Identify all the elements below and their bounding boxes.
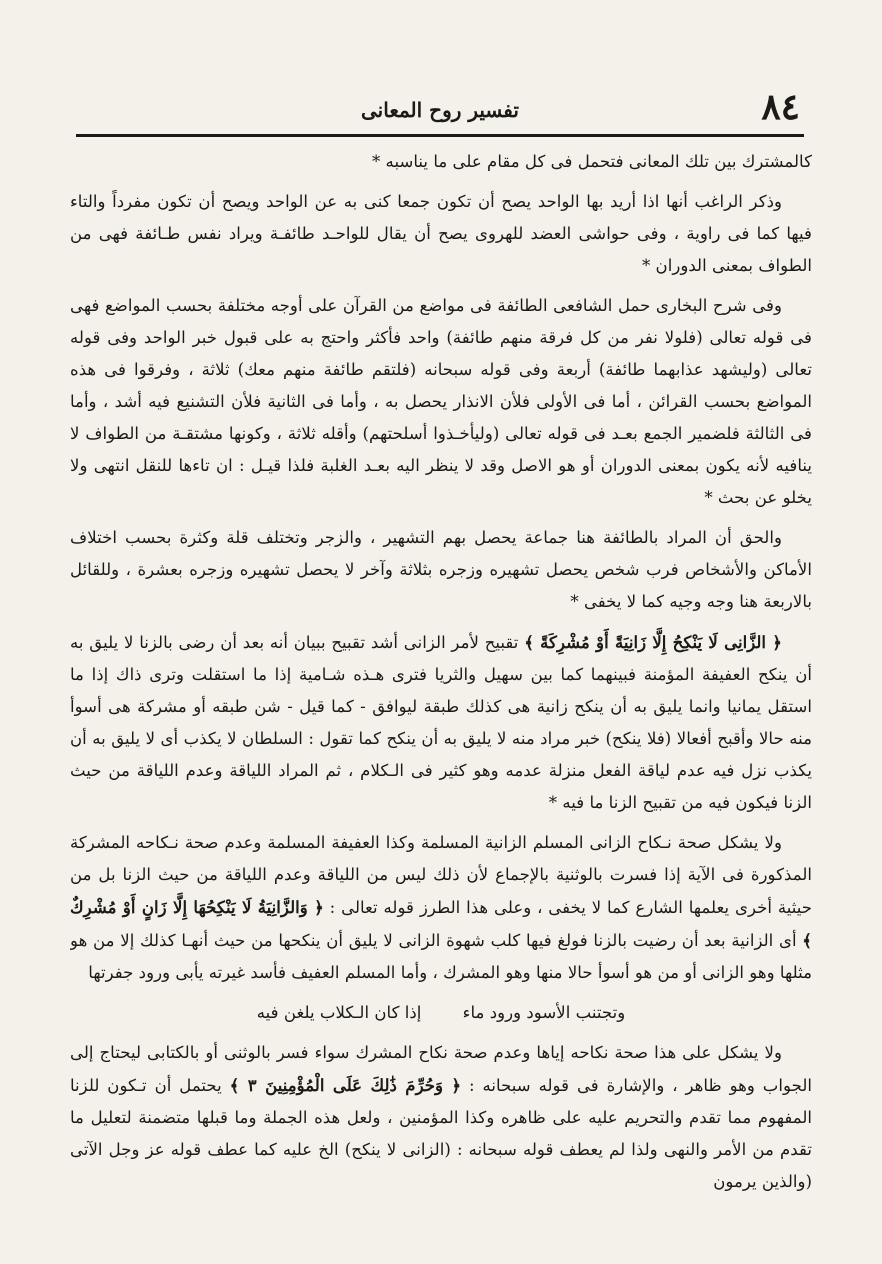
quran-verse: ﴿ الزَّانِى لَا يَنْكِحُ إِلَّا زَانِيَةً أَوْ مُشْرِكَةً ﴾ — [524, 632, 783, 652]
paragraph — [70, 290, 812, 514]
paragraph-text: كالمشترك بين تلك المعانى فتحمل فى كل مقام على ما يناسبه * — [371, 152, 812, 171]
paragraph-text: تقبيح لأمر الزانى أشد تقبيح ببيان أنه بعد أن رضى بالزنا لا يليق به أن ينكح العفيفة المؤمنة فبينهما كما بين سهيل والثريا فترى هـذه شـامية إذا ما استقلت وترى ذاك إذا ما استقل يمانيا وانما يليق به أن ينكح زانية هى كذلك طبقة ليوافق - كما قيل - شن طبقه أو مشركة هى أسوأ منه حالا وأقبح أفعالا (فلا ينكح) خبر مراد منه لا يليق به أن ينكح كما تقول : السلطان لا يكذب أى لا يليق به أن يكذب نزل فيه عدم لياقة الفعل منزلة عدمه وهو كثير فى الـكلام ، ثم المراد اللياقة وعدم اللياقة من حيث الزنا فيكون فيه من تقبيح الزنا ما فيه * — [70, 633, 812, 812]
running-title: تفسير روح المعانى — [361, 98, 519, 122]
page-header — [76, 80, 804, 137]
poem-hemistich-second: إذا كان الـكلاب يلغن فيه — [256, 1003, 422, 1022]
quran-verse: ﴿ وَالزَّانِيَةُ لَا يَنْكِحُهَا إِلَّا زَانٍ أَوْ مُشْرِكٌ ﴾ — [70, 897, 812, 950]
paragraph-text: وفى شرح البخارى حمل الشافعى الطائفة فى مواضع من القرآن على أوجه مختلفة بحسب المواضع فهى فى قوله تعالى (فلولا نفر من كل فرقة منهم طائفة) واحد فأكثر واحتج به على قبول خبر الواحد وفى قوله تعالى (وليشهد عذابهما طائفة) أربعة وفى قوله سبحانه (فلتقم طائفة منهم معك) ثلاثة ، وفرقوا فى هذه المواضع بحسب القرائن ، أما فى الأولى فلأن الانذار يحصل به ، وأما فى الثانية فلأن التشنيع فيه أشد ، وأما فى الثالثة فلضمير الجمع بعـد فى قوله تعالى (وليأخـذوا أسلحتهم) وأقله ثلاثة ، وكونها مشتقـة من الطواف لا ينافيه لأنه يكون بمعنى الدوران أو هو الاصل وقد لا ينظر اليه بعـد الغلبة فلذا قيـل : ان تاءها للنقل انتهى ولا يخلو عن بحث * — [70, 296, 812, 507]
page-number: ٨٤ — [761, 86, 800, 128]
paragraph — [70, 186, 812, 282]
poem-hemistich-first: وتجتنب الأسود ورود ماء — [462, 1003, 626, 1022]
paragraph-text: ولا يشكل صحة نـكاح الزانى المسلم الزانية المسلمة وكذا العفيفة المسلمة وعدم صحة نـكاحه المشركة المذكورة فى الآية إذا فسرت بالوثنية بالإجماع لأن ذلك ليس من اللياقة وعدم اللياقة من حيث الزنا بل من حيثية أخرى يعلمها الشارع كما لا يخفى ، وعلى هذا الطرز قوله تعالى : — [70, 833, 812, 917]
quran-verse: ﴿ وَحُرِّمَ ذَٰلِكَ عَلَى الْمُؤْمِنِينَ ٣ ﴾ — [229, 1075, 462, 1095]
paragraph — [70, 827, 812, 989]
paragraph — [70, 1037, 812, 1198]
paragraph — [70, 522, 812, 618]
paragraph-text: أى الزانية بعد أن رضيت بالزنا فولغ فيها كلب شهوة الزانى لا يليق أن ينكحها من حيث أنهـا كذلك إلا من هو مثلها وهو الزانى أو من هو أسوأ حالا منها وهو المشرك ، وأما المسلم العفيف فأسد غيرته يأبى ورود جفرتها — [70, 931, 812, 982]
paragraph — [70, 626, 812, 819]
paragraph-text: والحق أن المراد بالطائفة هنا جماعة يحصل بهم التشهير ، والزجر وتختلف قلة وكثرة بحسب اختلاف الأماكن والأشخاص فرب شخص يحصل تشهيره وزجره بثلاثة وآخر لا يحصل تشهيره وزجره بعشرة ، وللقائل بالاربعة هنا وجه وجيه كما لا يخفى * — [70, 528, 812, 611]
paragraph — [70, 146, 812, 178]
body-text — [70, 146, 812, 1232]
paragraph-text: وذكر الراغب أنها اذا أريد بها الواحد يصح أن تكون جمعا كنى به عن الواحد ويصح أن تكون مفرداً والتاء فيها كما فى راوية ، وفى حواشى العضد للهروى يصح أن يقال للواحـد طائفـة ويراد نفس طـائفة فهى من الطواف بمعنى الدوران * — [70, 192, 812, 275]
paragraph-text: يحتمل أن تـكون للزنا المفهوم مما تقدم والتحريم عليه على ظاهره وكذا المؤمنين ، ولعل هذه الجملة وما قبلها متضمنة لتعليل ما تقدم من الأمر والنهى ولذا لم يعطف قوله سبحانه : (الزانى لا ينكح) الخ عليه كما عطف قوله عز وجل الآتى (والذين يرمون — [70, 1076, 812, 1191]
paragraph-text: ولا يشكل على هذا صحة نكاحه إياها وعدم صحة نكاح المشرك سواء فسر بالوثنى أو بالكتابى ليحتاج إلى الجواب وهو ظاهر ، والإشارة فى قوله سبحانه : — [70, 1043, 812, 1095]
poem-verse — [70, 997, 812, 1029]
